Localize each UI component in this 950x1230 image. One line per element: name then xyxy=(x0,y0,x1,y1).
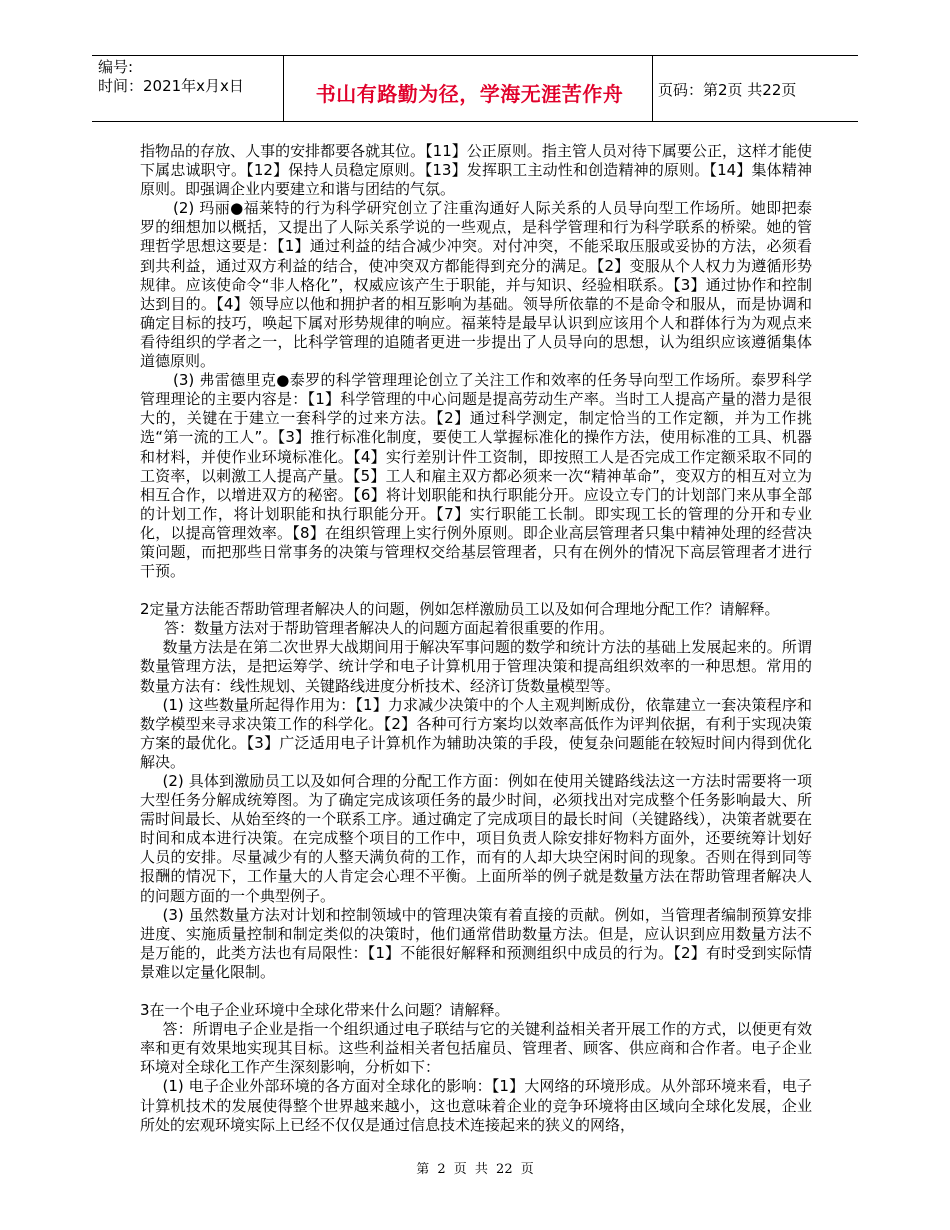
paragraph: (3) 弗雷德里克●泰罗的科学管理理论创立了关注工作和效率的任务导向型工作场所。泰罗科学管理理论的主要内容是：【1】科学管理的中心问题是提高劳动生产率。当时工人提高产量的潜力是很大的，关键在于建立一套科学的过来方法。【2】通过科学测定，制定恰当的工作定额，并为工作挑选“第一流的工人”。【3】推行标准化制度，要使工人掌握标准化的操作方法，使用标准的工具、机器和材料，并使作业环境标准化。【4】实行差别计件工资制，即按照工人是否完成工作定额采取不同的工资率，以刺激工人提高产量。【5】工人和雇主双方都必须来一次“精神革命”，变双方的相互对立为相互合作，以增进双方的秘密。【6】将计划职能和执行职能分开。应设立专门的计划部门来从事全部的计划工作，将计划职能和执行职能分开。【7】实行职能工长制。即实现工长的管理的分开和专业化，以提高管理效率。【8】在组织管理上实行例外原则。即企业高层管理者只集中精神处理的经营决策问题，而把那些日常事务的决策与管理权交给基层管理者，只有在例外的情况下高层管理者才进行干预。 xyxy=(140,371,812,581)
paragraph-gap xyxy=(140,982,812,1001)
answer-paragraph: (2) 具体到激励员工以及如何合理的分配工作方面：例如在使用关键路线法这一方法时需要将一项大型任务分解成统筹图。为了确定完成该项任务的最少时间，必须找出对完成整个任务影响最大、所需时间最长、从始至终的一个联系工序。通过确定了完成项目的最长时间（关键路线），决策者就要在时间和成本进行决策。在完成整个项目的工作中，项目负责人除安排好物料方面外，还要统筹计划好人员的安排。尽量减少有的人整天满负荷的工作，而有的人却大块空闲时间的现象。否则在得到同等报酬的情况下，工作量大的人肯定会心理不平衡。上面所举的例子就是数量方法在帮助管理者解决人的问题方面的一个典型例子。 xyxy=(140,772,812,905)
question-heading: 3在一个电子企业环境中全球化带来什么问题？请解释。 xyxy=(140,1001,510,1020)
answer-paragraph: (3) 虽然数量方法对计划和控制领域中的管理决策有着直接的贡献。例如，当管理者编制预算安排进度、实施质量控制和制定类似的决策时，他们通常借助数量方法。但是，应认识到应用数量方法不是万能的，此类方法也有局限性：【1】不能很好解释和预测组织中成员的行为。【2】有时受到实际情景难以定量化限制。 xyxy=(140,905,812,981)
answer-paragraph: 数量方法是在第二次世界大战期间用于解决军事问题的数学和统计方法的基础上发展起来的。所谓数量管理方法，是把运筹学、统计学和电子计算机用于管理决策和提高组织效率的一种思想。常用的数量方法有：线性规划、关键路线进度分析技术、经济订货数量模型等。 xyxy=(140,638,812,695)
paragraph: (2) 玛丽●福莱特的行为科学研究创立了注重沟通好人际关系的人员导向型工作场所。她即把泰罗的细想加以概括，又提出了人际关系学说的一些观点，是科学管理和行为科学联系的桥梁。她的管理哲学思想这要是：【1】通过利益的结合减少冲突。对付冲突，不能采取压服或妥协的方法，必须看到共利益，通过双方利益的结合，使冲突双方都能得到充分的满足。【2】变服从个人权力为遵循形势规律。应该使命令“非人格化”，权威应该产生于职能，并与知识、经验相联系。【3】通过协作和控制达到目的。【4】领导应以他和拥护者的相互影响为基础。领导所依靠的不是命令和服从，而是协调和确定目标的技巧，唤起下属对形势规律的响应。福莱特是最早认识到应该用个人和群体行为为观点来看待组织的学者之一，比科学管理的追随者更进一步提出了人员导向的思想，认为组织应该遵循集体道德原则。 xyxy=(140,199,812,371)
paragraph-gap xyxy=(140,581,812,600)
answer-paragraph: 答：所谓电子企业是指一个组织通过电子联结与它的关键利益相关者开展工作的方式，以便更有效率和更有效果地实现其目标。这些利益相关者包括雇员、管理者、顾客、供应商和合作者。电子企业环境对全球化工作产生深刻影响，分析如下： xyxy=(140,1020,812,1077)
answer-paragraph: (1) 这些数量所起得作用为：【1】力求减少决策中的个人主观判断成份，依靠建立一套决策程序和数学模型来寻求决策工作的科学化。【2】各种可行方案均以效率高低作为评判依据，有利于实现决策方案的最优化。【3】广泛适用电子计算机作为辅助决策的手段，使复杂问题能在较短时间内得到优化解决。 xyxy=(140,695,812,771)
time-label: 时间：2021年x月x日 xyxy=(98,77,244,95)
header-info xyxy=(98,58,244,96)
header-page-info: 页码：第2页 共22页 xyxy=(658,81,797,99)
header-bottom-rule xyxy=(92,121,858,122)
header-top-rule xyxy=(92,55,858,56)
header-divider-right xyxy=(652,55,653,121)
document-body xyxy=(140,142,812,1135)
header-divider-left xyxy=(283,55,284,121)
question-heading: 2定量方法能否帮助管理者解决人的问题，例如怎样激励员工以及如何合理地分配工作？请解释。 xyxy=(140,600,780,619)
paragraph: 指物品的存放、人事的安排都要各就其位。【11】公正原则。指主管人员对待下属要公正，这样才能使下属忠诚职守。【12】保持人员稳定原则。【13】发挥职工主动性和创造精神的原则。【14】集体精神原则。即强调企业内要建立和谐与团结的气氛。 xyxy=(140,142,812,199)
answer-paragraph: 答：数量方法对于帮助管理者解决人的问题方面起着很重要的作用。 xyxy=(164,619,615,638)
answer-paragraph: (1) 电子企业外部环境的各方面对全球化的影响：【1】大网络的环境形成。从外部环境来看，电子计算机技术的发展使得整个世界越来越小，这也意味着企业的竞争环境将由区域向全球化发展，企业所处的宏观环境实际上已经不仅仅是通过信息技术连接起来的狭义的网络， xyxy=(140,1077,812,1134)
page-footer: 第 2 页 共 22 页 xyxy=(416,1162,534,1177)
serial-label: 编号: xyxy=(98,58,134,76)
header-motto: 书山有路勤为径，学海无涯苦作舟 xyxy=(315,82,624,106)
